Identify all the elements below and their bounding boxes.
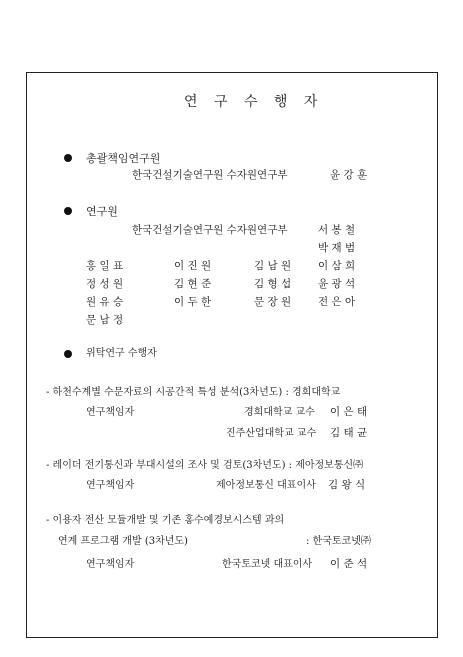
contract-affiliation: 한국토코넷 대표이사	[222, 559, 313, 570]
researcher-name: 전 은 아	[318, 296, 356, 308]
researcher-name: 이 삼 희	[318, 260, 356, 272]
contract-label: 연구책임자	[86, 480, 135, 491]
researcher-name: 문 장 원	[254, 296, 292, 308]
lead-org: 한국건설기술연구원 수자원연구부	[132, 169, 288, 181]
researcher-name: 김 형 섭	[254, 278, 292, 290]
contract-title: - 하천수계별 수문자료의 시공간적 특성 분석(3차년도) : 경희대학교	[46, 387, 341, 398]
researchers-org: 한국건설기술연구원 수자원연구부	[132, 224, 288, 236]
researcher-name: 서 봉 철	[318, 224, 356, 236]
page-title: 연 구 수 행 자	[184, 94, 324, 110]
contract-title: - 레이더 전기통신과 부대시설의 조사 및 검토(3차년도) : 제아정보통신㈜	[46, 460, 364, 471]
lead-name: 윤 강 훈	[330, 169, 368, 181]
researcher-name: 윤 광 석	[318, 278, 356, 290]
contract-name: 이 준 석	[330, 558, 368, 570]
bullet-icon	[64, 207, 72, 215]
contract-title-line2: 연계 프로그램 개발 (3차년도)	[58, 536, 188, 547]
contract-label: 연구책임자	[86, 559, 135, 570]
researcher-name: 김 남 원	[254, 260, 292, 272]
contract-affiliation: 경희대학교 교수	[244, 407, 315, 418]
researcher-name: 홍 일 표	[86, 260, 124, 272]
bullet-icon	[64, 350, 72, 358]
contract-title: - 이용자 전산 모듈개발 및 기존 홍수예경보시스템 과의	[46, 515, 285, 526]
researcher-name: 김 현 준	[174, 278, 212, 290]
researchers-heading: 연구원	[86, 205, 118, 218]
contract-name: 이 은 태	[330, 406, 368, 418]
researcher-name: 문 남 정	[86, 314, 124, 326]
commissioned-heading: 위탁연구 수행자	[86, 348, 157, 359]
contract-affiliation: 제아정보통신 대표이사	[216, 480, 316, 491]
researcher-name: 박 재 범	[318, 242, 356, 254]
researcher-name: 원 유 승	[86, 296, 124, 308]
bullet-icon	[64, 154, 72, 162]
contract-org: : 한국토코넷㈜	[306, 536, 371, 547]
researcher-name: 이 두 한	[174, 296, 212, 308]
contract-affiliation: 진주산업대학교 교수	[226, 428, 317, 439]
contract-label: 연구책임자	[86, 407, 135, 418]
contract-name: 김 왕 식	[328, 479, 366, 491]
researcher-name: 이 진 원	[174, 260, 212, 272]
lead-heading: 총괄책임연구원	[86, 152, 161, 165]
contract-name: 김 태 균	[330, 427, 368, 439]
researcher-name: 정 성 원	[86, 278, 124, 290]
